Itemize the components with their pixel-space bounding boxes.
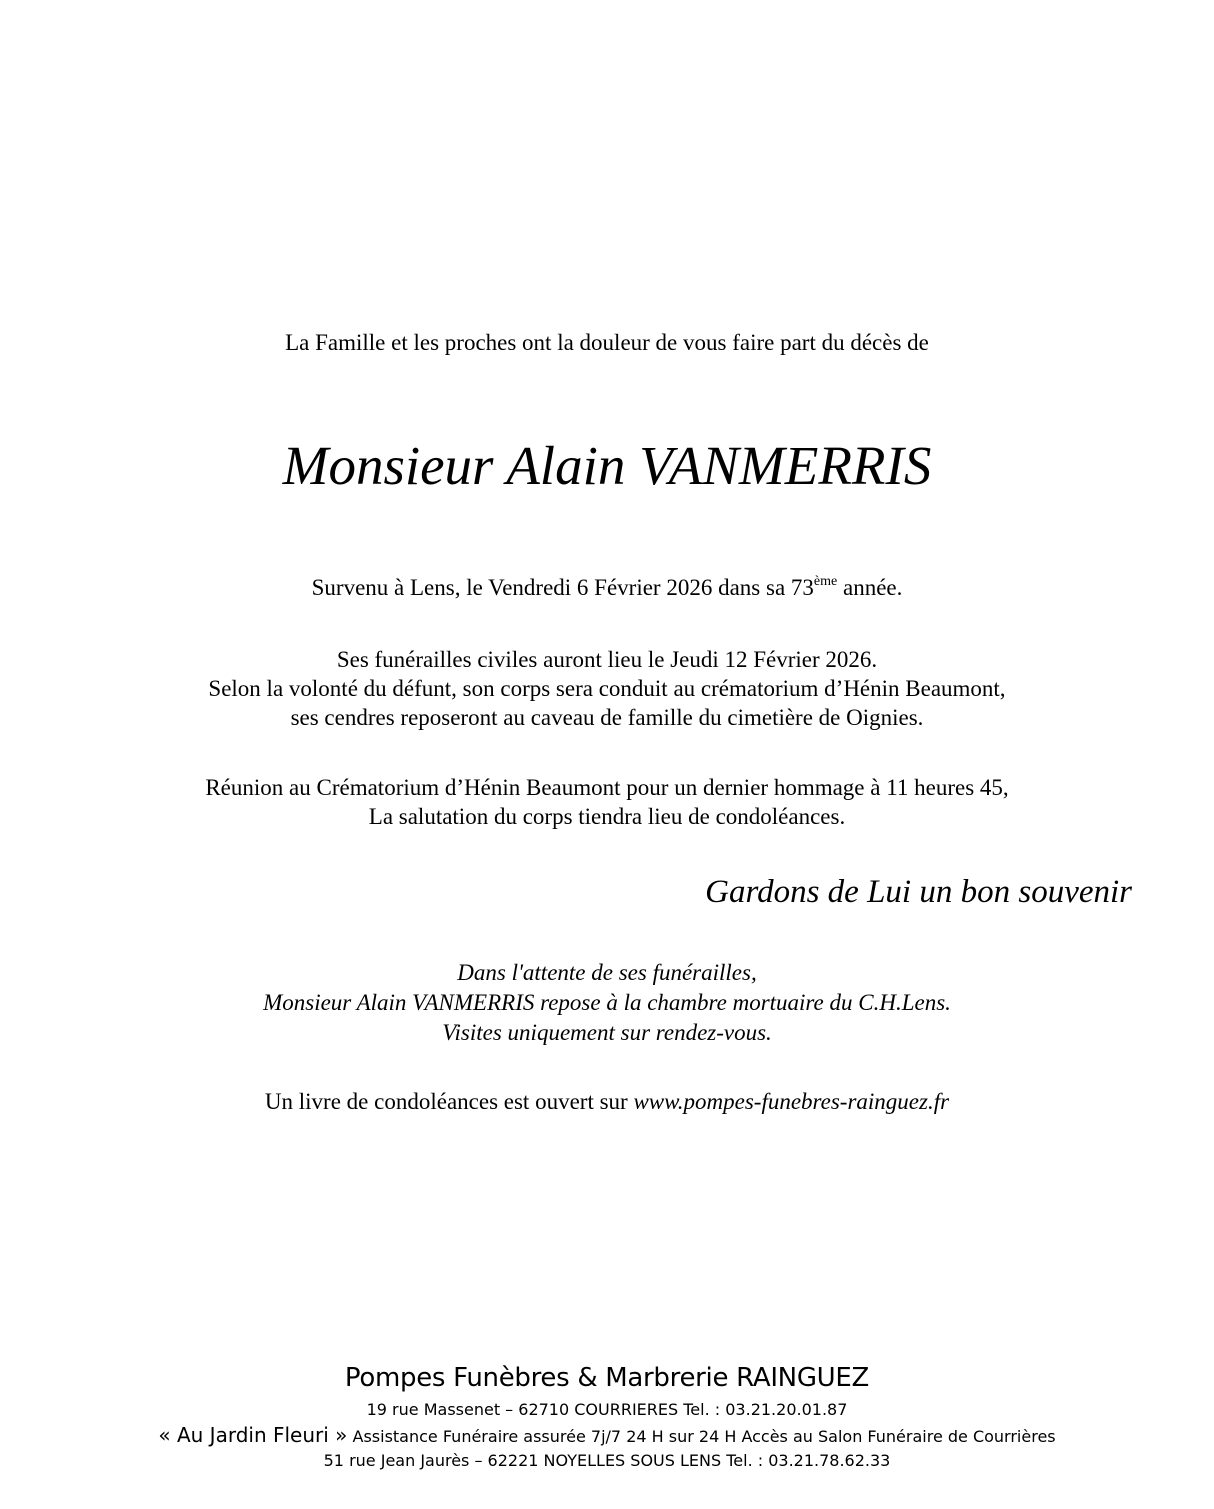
footer-company-title: Pompes Funèbres & Marbrerie RAINGUEZ	[344, 1363, 870, 1393]
reunion-line: Réunion au Crématorium d’Hénin Beaumont pour un dernier hommage à 11 heures 45,	[205, 775, 1009, 800]
reunion-line: La salutation du corps tiendra lieu de condoléances.	[368, 804, 846, 829]
deces-ordinal-suffix: ème	[813, 574, 838, 589]
condoleances-line	[0, 1089, 1214, 1115]
attente-line: Visites uniquement sur rendez-vous.	[442, 1020, 772, 1045]
funerailles-line: Selon la volonté du défunt, son corps sera conduit au crématorium d’Hénin Beaumont,	[208, 676, 1006, 701]
condoleances-text: Un livre de condoléances est ouvert sur	[264, 1089, 634, 1114]
deces-line	[0, 574, 1214, 601]
intro-text: La Famille et les proches ont la douleur de vous faire part du décès de	[285, 330, 929, 355]
deces-text: Survenu à Lens, le Vendredi 6 Février 2026 dans sa 73	[311, 575, 814, 600]
souvenir-text: Gardons de Lui un bon souvenir	[705, 874, 1132, 910]
footer-assistance-line	[0, 1423, 1214, 1447]
footer-address-noyelles: 51 rue Jean Jaurès – 62221 NOYELLES SOUS LENS Tel. : 03.21.78.62.33	[323, 1451, 891, 1470]
deces-text-end: année.	[837, 575, 903, 600]
funerailles-line: ses cendres reposeront au caveau de famille du cimetière de Oignies.	[290, 705, 924, 730]
reunion-block	[0, 773, 1214, 831]
funerailles-block	[0, 645, 1214, 732]
footer-address-courrieres: 19 rue Massenet – 62710 COURRIERES Tel. : 03.21.20.01.87	[366, 1400, 848, 1419]
attente-line: Dans l'attente de ses funérailles,	[457, 960, 757, 985]
footer-assistance-text: Assistance Funéraire assurée 7j/7 24 H sur 24 H Accès au Salon Funéraire de Courrières	[347, 1427, 1056, 1446]
condoleances-url[interactable]: www.pompes-funebres-rainguez.fr	[633, 1089, 950, 1114]
footer-jardin-fleuri: « Au Jardin Fleuri »	[158, 1423, 348, 1447]
attente-block	[0, 958, 1214, 1048]
deceased-name: Monsieur Alain VANMERRIS	[282, 435, 932, 496]
funerailles-line: Ses funérailles civiles auront lieu le Jeudi 12 Février 2026.	[336, 647, 878, 672]
attente-line: Monsieur Alain VANMERRIS repose à la chambre mortuaire du C.H.Lens.	[263, 990, 951, 1015]
